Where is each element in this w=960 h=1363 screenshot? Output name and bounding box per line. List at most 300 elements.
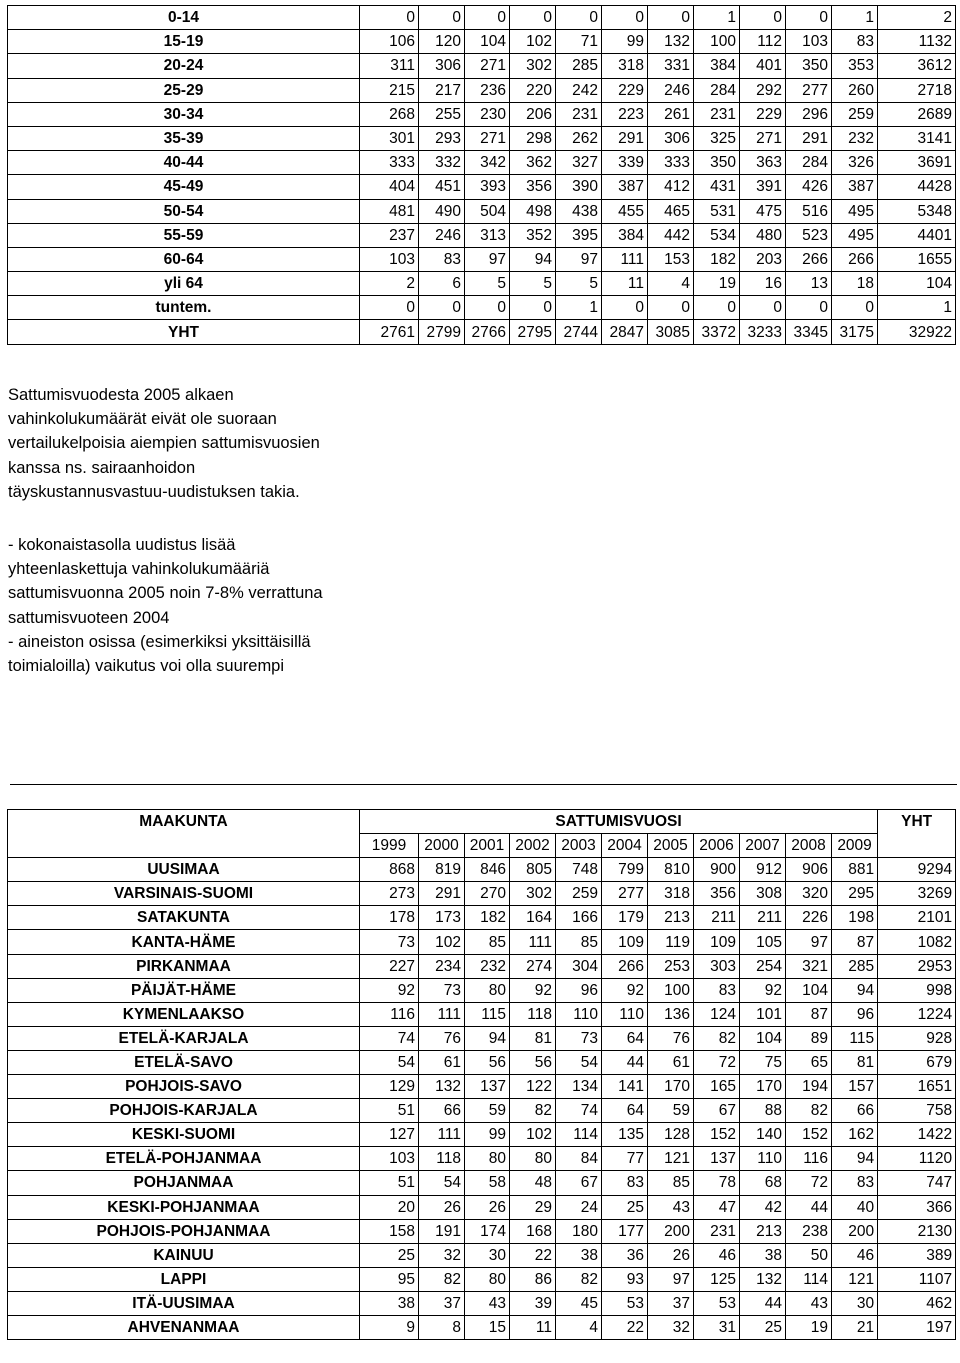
value-cell: 182 (694, 247, 740, 271)
value-cell: 48 (510, 1171, 556, 1195)
note-line: vertailukelpoisia aiempien sattumisvuosien (8, 434, 320, 453)
value-cell: 321 (786, 954, 832, 978)
total-cell: 3612 (878, 54, 956, 78)
value-cell: 495 (832, 199, 878, 223)
value-cell: 9 (360, 1315, 419, 1339)
value-cell: 115 (832, 1026, 878, 1050)
value-cell: 83 (419, 247, 465, 271)
value-cell: 846 (465, 858, 510, 882)
value-cell: 3233 (740, 320, 786, 344)
value-cell: 480 (740, 223, 786, 247)
value-cell: 393 (465, 175, 510, 199)
value-cell: 0 (648, 6, 694, 30)
row-label: AHVENANMAA (8, 1315, 360, 1339)
value-cell: 475 (740, 199, 786, 223)
value-cell: 32 (419, 1243, 465, 1267)
total-cell: 1120 (878, 1147, 956, 1171)
value-cell: 16 (740, 272, 786, 296)
total-cell: 1422 (878, 1123, 956, 1147)
value-cell: 68 (740, 1171, 786, 1195)
value-cell: 92 (510, 978, 556, 1002)
value-cell: 102 (510, 30, 556, 54)
value-cell: 30 (832, 1291, 878, 1315)
row-label: 0-14 (8, 6, 360, 30)
value-cell: 2761 (360, 320, 419, 344)
value-cell: 97 (465, 247, 510, 271)
value-cell: 339 (602, 151, 648, 175)
value-cell: 516 (786, 199, 832, 223)
value-cell: 273 (360, 882, 419, 906)
value-cell: 158 (360, 1219, 419, 1243)
total-cell: 2101 (878, 906, 956, 930)
value-cell: 38 (360, 1291, 419, 1315)
row-label: YHT (8, 320, 360, 344)
value-cell: 242 (556, 78, 602, 102)
value-cell: 66 (419, 1099, 465, 1123)
total-cell: 747 (878, 1171, 956, 1195)
value-cell: 266 (832, 247, 878, 271)
value-cell: 80 (510, 1147, 556, 1171)
value-cell: 26 (648, 1243, 694, 1267)
value-cell: 194 (786, 1075, 832, 1099)
value-cell: 236 (465, 78, 510, 102)
year-header: 2003 (556, 834, 602, 858)
value-cell: 220 (510, 78, 556, 102)
value-cell: 97 (648, 1267, 694, 1291)
row-label: tuntem. (8, 296, 360, 320)
value-cell: 331 (648, 54, 694, 78)
value-cell: 534 (694, 223, 740, 247)
row-label: 15-19 (8, 30, 360, 54)
value-cell: 152 (694, 1123, 740, 1147)
value-cell: 73 (419, 978, 465, 1002)
value-cell: 94 (510, 247, 556, 271)
value-cell: 26 (465, 1195, 510, 1219)
value-cell: 56 (510, 1050, 556, 1074)
value-cell: 82 (419, 1267, 465, 1291)
value-cell: 106 (360, 30, 419, 54)
value-cell: 43 (786, 1291, 832, 1315)
value-cell: 37 (419, 1291, 465, 1315)
row-label: KAINUU (8, 1243, 360, 1267)
value-cell: 82 (556, 1267, 602, 1291)
value-cell: 295 (832, 882, 878, 906)
value-cell: 451 (419, 175, 465, 199)
note-line: vahinkolukumäärät eivät ole suoraan (8, 410, 277, 429)
value-cell: 125 (694, 1267, 740, 1291)
value-cell: 229 (740, 102, 786, 126)
value-cell: 178 (360, 906, 419, 930)
value-cell: 2847 (602, 320, 648, 344)
total-cell: 3141 (878, 126, 956, 150)
value-cell: 2766 (465, 320, 510, 344)
year-header: 2005 (648, 834, 694, 858)
value-cell: 404 (360, 175, 419, 199)
value-cell: 78 (694, 1171, 740, 1195)
value-cell: 110 (556, 1002, 602, 1026)
value-cell: 11 (602, 272, 648, 296)
value-cell: 0 (694, 296, 740, 320)
value-cell: 306 (648, 126, 694, 150)
value-cell: 74 (556, 1099, 602, 1123)
value-cell: 85 (465, 930, 510, 954)
value-cell: 29 (510, 1195, 556, 1219)
row-label: ETELÄ-POHJANMAA (8, 1147, 360, 1171)
value-cell: 303 (694, 954, 740, 978)
total-cell: 5348 (878, 199, 956, 223)
value-cell: 333 (360, 151, 419, 175)
value-cell: 2795 (510, 320, 556, 344)
total-cell: 366 (878, 1195, 956, 1219)
value-cell: 94 (465, 1026, 510, 1050)
value-cell: 44 (602, 1050, 648, 1074)
value-cell: 61 (648, 1050, 694, 1074)
value-cell: 26 (419, 1195, 465, 1219)
value-cell: 168 (510, 1219, 556, 1243)
value-cell: 246 (648, 78, 694, 102)
value-cell: 291 (602, 126, 648, 150)
value-cell: 748 (556, 858, 602, 882)
value-cell: 5 (556, 272, 602, 296)
value-cell: 0 (360, 6, 419, 30)
region-header-row (8, 810, 956, 834)
value-cell: 50 (786, 1243, 832, 1267)
row-label: POHJOIS-POHJANMAA (8, 1219, 360, 1243)
value-cell: 37 (648, 1291, 694, 1315)
value-cell: 268 (360, 102, 419, 126)
value-cell: 296 (786, 102, 832, 126)
value-cell: 217 (419, 78, 465, 102)
value-cell: 308 (740, 882, 786, 906)
value-cell: 100 (694, 30, 740, 54)
total-cell: 4428 (878, 175, 956, 199)
region-row (8, 1267, 956, 1291)
value-cell: 277 (786, 78, 832, 102)
total-cell: 2130 (878, 1219, 956, 1243)
value-cell: 101 (740, 1002, 786, 1026)
year-header: 2009 (832, 834, 878, 858)
row-label: POHJANMAA (8, 1171, 360, 1195)
age-row (8, 126, 956, 150)
value-cell: 87 (832, 930, 878, 954)
value-cell: 135 (602, 1123, 648, 1147)
value-cell: 531 (694, 199, 740, 223)
reform-note (8, 383, 320, 504)
value-cell: 128 (648, 1123, 694, 1147)
value-cell: 292 (740, 78, 786, 102)
value-cell: 215 (360, 78, 419, 102)
value-cell: 270 (465, 882, 510, 906)
value-cell: 19 (694, 272, 740, 296)
value-cell: 80 (465, 1267, 510, 1291)
value-cell: 120 (419, 30, 465, 54)
section-divider (10, 784, 957, 785)
value-cell: 262 (556, 126, 602, 150)
value-cell: 253 (648, 954, 694, 978)
year-header: 2004 (602, 834, 648, 858)
value-cell: 819 (419, 858, 465, 882)
value-cell: 356 (694, 882, 740, 906)
value-cell: 170 (740, 1075, 786, 1099)
value-cell: 36 (602, 1243, 648, 1267)
value-cell: 395 (556, 223, 602, 247)
value-cell: 84 (556, 1147, 602, 1171)
value-cell: 291 (786, 126, 832, 150)
value-cell: 3085 (648, 320, 694, 344)
value-cell: 119 (648, 930, 694, 954)
value-cell: 810 (648, 858, 694, 882)
value-cell: 140 (740, 1123, 786, 1147)
value-cell: 97 (556, 247, 602, 271)
value-cell: 3175 (832, 320, 878, 344)
value-cell: 76 (419, 1026, 465, 1050)
value-cell: 353 (832, 54, 878, 78)
value-cell: 191 (419, 1219, 465, 1243)
value-cell: 73 (556, 1026, 602, 1050)
value-cell: 0 (419, 296, 465, 320)
value-cell: 0 (602, 6, 648, 30)
row-label: 40-44 (8, 151, 360, 175)
value-cell: 333 (648, 151, 694, 175)
value-cell: 213 (740, 1219, 786, 1243)
region-row (8, 1026, 956, 1050)
value-cell: 99 (602, 30, 648, 54)
value-cell: 38 (556, 1243, 602, 1267)
total-cell: 1651 (878, 1075, 956, 1099)
value-cell: 284 (694, 78, 740, 102)
value-cell: 102 (510, 1123, 556, 1147)
year-header-row (8, 834, 956, 858)
value-cell: 232 (832, 126, 878, 150)
value-cell: 92 (360, 978, 419, 1002)
value-cell: 122 (510, 1075, 556, 1099)
value-cell: 342 (465, 151, 510, 175)
value-cell: 77 (602, 1147, 648, 1171)
value-cell: 426 (786, 175, 832, 199)
value-cell: 109 (602, 930, 648, 954)
value-cell: 900 (694, 858, 740, 882)
total-cell: 1132 (878, 30, 956, 54)
header-year: SATTUMISVUOSI (360, 810, 878, 834)
value-cell: 206 (510, 102, 556, 126)
total-cell: 1 (878, 296, 956, 320)
year-header: 1999 (360, 834, 419, 858)
value-cell: 25 (740, 1315, 786, 1339)
value-cell: 97 (786, 930, 832, 954)
row-label: PÄIJÄT-HÄME (8, 978, 360, 1002)
value-cell: 47 (694, 1195, 740, 1219)
row-label: VARSINAIS-SUOMI (8, 882, 360, 906)
value-cell: 799 (602, 858, 648, 882)
year-header: 2006 (694, 834, 740, 858)
age-row (8, 199, 956, 223)
value-cell: 81 (832, 1050, 878, 1074)
total-cell: 3691 (878, 151, 956, 175)
value-cell: 82 (510, 1099, 556, 1123)
value-cell: 805 (510, 858, 556, 882)
note-line: Sattumisvuodesta 2005 alkaen (8, 386, 234, 404)
value-cell: 6 (419, 272, 465, 296)
total-cell: 9294 (878, 858, 956, 882)
value-cell: 384 (602, 223, 648, 247)
value-cell: 76 (648, 1026, 694, 1050)
value-cell: 302 (510, 882, 556, 906)
header-total: YHT (878, 810, 956, 834)
value-cell: 291 (419, 882, 465, 906)
value-cell: 318 (648, 882, 694, 906)
age-row (8, 102, 956, 126)
region-row (8, 1219, 956, 1243)
value-cell: 67 (694, 1099, 740, 1123)
age-row (8, 151, 956, 175)
value-cell: 85 (648, 1171, 694, 1195)
value-cell: 298 (510, 126, 556, 150)
value-cell: 87 (786, 1002, 832, 1026)
row-label: 30-34 (8, 102, 360, 126)
value-cell: 1 (832, 6, 878, 30)
value-cell: 42 (740, 1195, 786, 1219)
row-label: UUSIMAA (8, 858, 360, 882)
value-cell: 44 (786, 1195, 832, 1219)
value-cell: 223 (602, 102, 648, 126)
value-cell: 80 (465, 978, 510, 1002)
note-line: kanssa ns. sairaanhoidon (8, 458, 196, 477)
value-cell: 51 (360, 1099, 419, 1123)
value-cell: 67 (556, 1171, 602, 1195)
age-row (8, 296, 956, 320)
value-cell: 75 (740, 1050, 786, 1074)
total-cell: 3269 (878, 882, 956, 906)
total-cell: 1224 (878, 1002, 956, 1026)
year-header: 2000 (419, 834, 465, 858)
value-cell: 164 (510, 906, 556, 930)
value-cell: 103 (786, 30, 832, 54)
note-line: täyskustannusvastuu-uudistuksen takia. (8, 482, 300, 501)
value-cell: 152 (786, 1123, 832, 1147)
value-cell: 301 (360, 126, 419, 150)
value-cell: 96 (832, 1002, 878, 1026)
header-region-blank (8, 834, 360, 858)
value-cell: 80 (465, 1147, 510, 1171)
value-cell: 261 (648, 102, 694, 126)
value-cell: 2799 (419, 320, 465, 344)
value-cell: 111 (419, 1123, 465, 1147)
region-row (8, 906, 956, 930)
value-cell: 114 (556, 1123, 602, 1147)
value-cell: 82 (694, 1026, 740, 1050)
value-cell: 0 (465, 296, 510, 320)
value-cell: 230 (465, 102, 510, 126)
value-cell: 350 (694, 151, 740, 175)
value-cell: 304 (556, 954, 602, 978)
value-cell: 20 (360, 1195, 419, 1219)
value-cell: 165 (694, 1075, 740, 1099)
value-cell: 83 (832, 30, 878, 54)
header-region: MAAKUNTA (8, 810, 360, 834)
value-cell: 182 (465, 906, 510, 930)
age-row (8, 54, 956, 78)
row-label: yli 64 (8, 272, 360, 296)
note-line: sattumisvuonna 2005 noin 7-8% verrattuna (8, 584, 323, 603)
value-cell: 83 (602, 1171, 648, 1195)
value-cell: 260 (832, 78, 878, 102)
row-label: ITÄ-UUSIMAA (8, 1291, 360, 1315)
value-cell: 22 (602, 1315, 648, 1339)
age-row (8, 247, 956, 271)
region-row (8, 1171, 956, 1195)
value-cell: 127 (360, 1123, 419, 1147)
value-cell: 54 (556, 1050, 602, 1074)
region-row (8, 1243, 956, 1267)
value-cell: 4 (648, 272, 694, 296)
value-cell: 141 (602, 1075, 648, 1099)
value-cell: 71 (556, 30, 602, 54)
value-cell: 31 (694, 1315, 740, 1339)
value-cell: 162 (832, 1123, 878, 1147)
value-cell: 0 (740, 6, 786, 30)
value-cell: 311 (360, 54, 419, 78)
value-cell: 332 (419, 151, 465, 175)
value-cell: 495 (832, 223, 878, 247)
region-row (8, 1291, 956, 1315)
value-cell: 356 (510, 175, 556, 199)
value-cell: 132 (419, 1075, 465, 1099)
row-label: PIRKANMAA (8, 954, 360, 978)
value-cell: 56 (465, 1050, 510, 1074)
value-cell: 44 (740, 1291, 786, 1315)
value-cell: 25 (360, 1243, 419, 1267)
row-label: 45-49 (8, 175, 360, 199)
age-row (8, 320, 956, 344)
value-cell: 481 (360, 199, 419, 223)
value-cell: 13 (786, 272, 832, 296)
value-cell: 24 (556, 1195, 602, 1219)
value-cell: 277 (602, 882, 648, 906)
value-cell: 302 (510, 54, 556, 78)
region-row (8, 858, 956, 882)
value-cell: 0 (510, 6, 556, 30)
value-cell: 0 (648, 296, 694, 320)
value-cell: 134 (556, 1075, 602, 1099)
value-cell: 906 (786, 858, 832, 882)
region-row (8, 1050, 956, 1074)
value-cell: 102 (419, 930, 465, 954)
value-cell: 912 (740, 858, 786, 882)
reform-effect-note (8, 533, 323, 678)
value-cell: 231 (694, 1219, 740, 1243)
value-cell: 46 (832, 1243, 878, 1267)
value-cell: 89 (786, 1026, 832, 1050)
value-cell: 111 (602, 247, 648, 271)
value-cell: 88 (740, 1099, 786, 1123)
value-cell: 442 (648, 223, 694, 247)
value-cell: 157 (832, 1075, 878, 1099)
value-cell: 124 (694, 1002, 740, 1026)
value-cell: 293 (419, 126, 465, 150)
value-cell: 95 (360, 1267, 419, 1291)
value-cell: 320 (786, 882, 832, 906)
value-cell: 109 (694, 930, 740, 954)
value-cell: 54 (360, 1050, 419, 1074)
value-cell: 45 (556, 1291, 602, 1315)
note-line: toimialoilla) vaikutus voi olla suurempi (8, 657, 285, 676)
age-row (8, 6, 956, 30)
value-cell: 121 (832, 1267, 878, 1291)
value-cell: 390 (556, 175, 602, 199)
row-label: KANTA-HÄME (8, 930, 360, 954)
value-cell: 306 (419, 54, 465, 78)
value-cell: 363 (740, 151, 786, 175)
